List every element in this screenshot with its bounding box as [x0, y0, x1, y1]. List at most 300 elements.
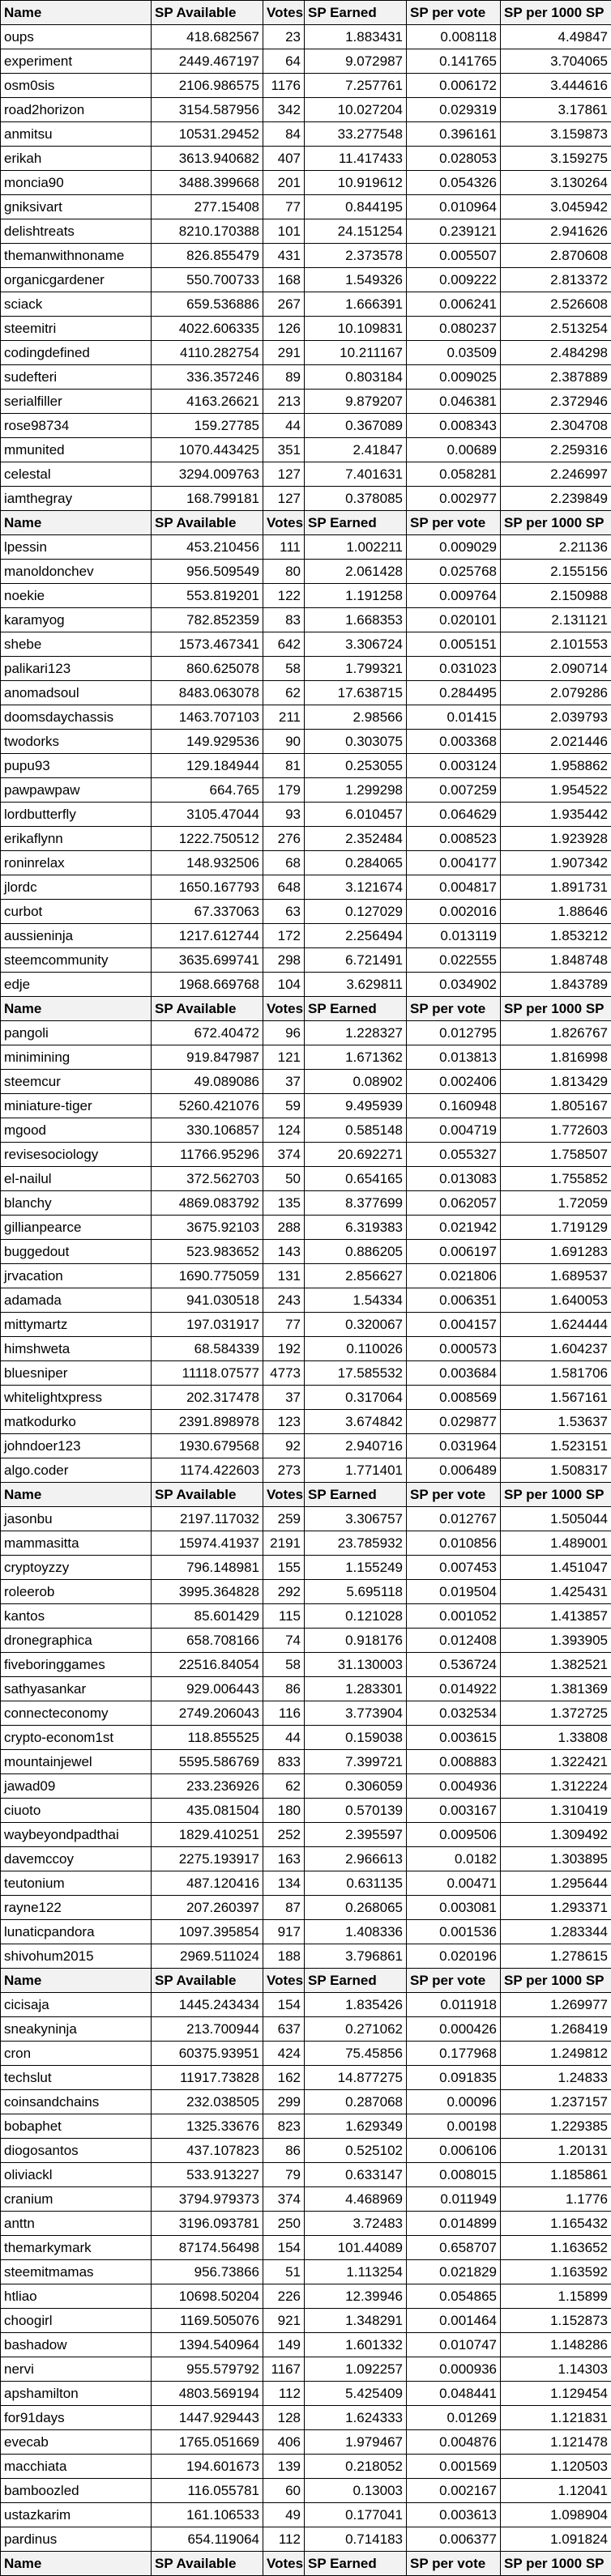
table-row	[1, 2212, 611, 2236]
table-row	[1, 171, 611, 195]
cell-sp-per-1000-sp: 1.505044	[501, 1507, 611, 1531]
table-row	[1, 1458, 611, 1483]
cell-sp-earned: 1.883431	[305, 25, 407, 49]
cell-sp-per-vote: 0.054326	[407, 171, 501, 195]
cell-sp-available: 3488.399668	[152, 171, 263, 195]
cell-votes: 86	[263, 1677, 305, 1701]
cell-sp-per-vote: 0.009025	[407, 365, 501, 390]
cell-sp-per-vote: 0.003615	[407, 1726, 501, 1750]
cell-sp-per-1000-sp: 2.484298	[501, 341, 611, 365]
cell-sp-per-vote: 0.080237	[407, 317, 501, 341]
table-row	[1, 2527, 611, 2552]
cell-name: evecab	[1, 2430, 152, 2455]
cell-sp-per-vote: 0.00471	[407, 1871, 501, 1896]
cell-sp-earned: 0.654165	[305, 1167, 407, 1191]
table-row	[1, 1143, 611, 1167]
table-row	[1, 1871, 611, 1896]
cell-name: cicisaja	[1, 1993, 152, 2017]
cell-sp-per-vote: 0.014922	[407, 1677, 501, 1701]
table-row	[1, 778, 611, 803]
cell-sp-available: 3196.093781	[152, 2212, 263, 2236]
table-row	[1, 74, 611, 98]
cell-sp-available: 85.601429	[152, 1604, 263, 1629]
cell-name: mammasitta	[1, 1531, 152, 1556]
table-row	[1, 1507, 611, 1531]
cell-name: organicgardener	[1, 268, 152, 292]
table-row	[1, 1216, 611, 1240]
cell-sp-per-1000-sp: 2.387889	[501, 365, 611, 390]
cell-name: anttn	[1, 2212, 152, 2236]
cell-sp-earned: 2.41847	[305, 438, 407, 462]
cell-sp-per-1000-sp: 1.249812	[501, 2042, 611, 2066]
cell-votes: 201	[263, 171, 305, 195]
cell-sp-available: 10698.50204	[152, 2284, 263, 2309]
cell-name: celestal	[1, 462, 152, 487]
cell-sp-earned: 1.629349	[305, 2114, 407, 2139]
cell-votes: 64	[263, 49, 305, 74]
cell-votes: 101	[263, 219, 305, 244]
cell-votes: 192	[263, 1337, 305, 1361]
table-row	[1, 1677, 611, 1701]
cell-sp-per-1000-sp: 1.33808	[501, 1726, 611, 1750]
cell-sp-earned: 1.299298	[305, 778, 407, 803]
table-row	[1, 2357, 611, 2382]
cell-sp-earned: 1.835426	[305, 1993, 407, 2017]
table-row	[1, 1337, 611, 1361]
cell-sp-earned: 1.671362	[305, 1045, 407, 1070]
cell-sp-per-1000-sp: 1.640053	[501, 1288, 611, 1313]
cell-votes: 342	[263, 98, 305, 122]
cell-sp-per-vote: 0.006489	[407, 1458, 501, 1483]
cell-sp-per-vote: 0.025768	[407, 560, 501, 584]
cell-sp-per-vote: 0.001536	[407, 1920, 501, 1944]
cell-sp-available: 4022.606335	[152, 317, 263, 341]
cell-sp-per-1000-sp: 1.283344	[501, 1920, 611, 1944]
cell-votes: 128	[263, 2406, 305, 2430]
cell-sp-per-1000-sp: 1.268419	[501, 2017, 611, 2042]
cell-votes: 154	[263, 1993, 305, 2017]
table-row	[1, 1118, 611, 1143]
header-row	[1, 997, 611, 1021]
cell-sp-available: 213.700944	[152, 2017, 263, 2042]
cell-name: themanwithnoname	[1, 244, 152, 268]
cell-sp-per-vote: 0.020101	[407, 608, 501, 632]
cell-sp-available: 149.929536	[152, 730, 263, 754]
cell-sp-per-vote: 0.396161	[407, 122, 501, 147]
cell-name: revisesociology	[1, 1143, 152, 1167]
cell-votes: 172	[263, 924, 305, 948]
cell-votes: 288	[263, 1216, 305, 1240]
cell-sp-per-1000-sp: 1.843789	[501, 973, 611, 997]
cell-sp-per-vote: 0.160948	[407, 1094, 501, 1118]
table-row	[1, 1240, 611, 1264]
cell-sp-per-1000-sp: 1.719129	[501, 1216, 611, 1240]
cell-sp-earned: 0.803184	[305, 365, 407, 390]
cell-sp-earned: 0.121028	[305, 1604, 407, 1629]
cell-sp-per-vote: 0.021806	[407, 1264, 501, 1288]
header-row	[1, 1969, 611, 1993]
table-row	[1, 1386, 611, 1410]
cell-sp-available: 782.852359	[152, 608, 263, 632]
table-row	[1, 195, 611, 219]
cell-sp-available: 435.081504	[152, 1799, 263, 1823]
cell-sp-per-vote: 0.03509	[407, 341, 501, 365]
cell-sp-per-vote: 0.009222	[407, 268, 501, 292]
cell-sp-per-vote: 0.008118	[407, 25, 501, 49]
cell-sp-earned: 3.773904	[305, 1701, 407, 1726]
cell-sp-available: 11766.95296	[152, 1143, 263, 1167]
cell-sp-per-1000-sp: 2.513254	[501, 317, 611, 341]
cell-sp-earned: 0.317064	[305, 1386, 407, 1410]
header-sp-available: SP Available	[152, 511, 263, 535]
cell-votes: 188	[263, 1944, 305, 1969]
cell-sp-earned: 5.695118	[305, 1580, 407, 1604]
cell-votes: 250	[263, 2212, 305, 2236]
cell-sp-earned: 1.408336	[305, 1920, 407, 1944]
cell-sp-per-1000-sp: 1.935442	[501, 803, 611, 827]
cell-sp-per-1000-sp: 1.755852	[501, 1167, 611, 1191]
header-name: Name	[1, 511, 152, 535]
table-row	[1, 875, 611, 900]
cell-votes: 112	[263, 2382, 305, 2406]
cell-sp-earned: 3.629811	[305, 973, 407, 997]
cell-sp-available: 60375.93951	[152, 2042, 263, 2066]
cell-name: steemitri	[1, 317, 152, 341]
cell-sp-available: 418.682567	[152, 25, 263, 49]
cell-sp-per-vote: 0.006351	[407, 1288, 501, 1313]
table-row	[1, 1944, 611, 1969]
cell-sp-per-vote: 0.034902	[407, 973, 501, 997]
cell-sp-earned: 0.08902	[305, 1070, 407, 1094]
cell-sp-earned: 2.940716	[305, 1434, 407, 1458]
table-row	[1, 1410, 611, 1434]
cell-sp-available: 232.038505	[152, 2090, 263, 2114]
cell-sp-available: 8483.063078	[152, 681, 263, 705]
cell-sp-available: 197.031917	[152, 1313, 263, 1337]
cell-sp-available: 11118.07577	[152, 1361, 263, 1386]
cell-name: shebe	[1, 632, 152, 657]
cell-name: for91days	[1, 2406, 152, 2430]
cell-votes: 37	[263, 1386, 305, 1410]
cell-sp-per-vote: 0.00096	[407, 2090, 501, 2114]
cell-votes: 406	[263, 2430, 305, 2455]
table-row	[1, 2187, 611, 2212]
cell-sp-per-vote: 0.008343	[407, 414, 501, 438]
header-name: Name	[1, 1483, 152, 1507]
cell-sp-per-vote: 0.028053	[407, 147, 501, 171]
cell-sp-per-vote: 0.002016	[407, 900, 501, 924]
header-sp-per-vote: SP per vote	[407, 1, 501, 25]
cell-sp-earned: 4.468969	[305, 2187, 407, 2212]
cell-sp-per-vote: 0.000426	[407, 2017, 501, 2042]
cell-name: iamthegray	[1, 487, 152, 511]
cell-sp-available: 11917.73828	[152, 2066, 263, 2090]
cell-sp-per-vote: 0.004817	[407, 875, 501, 900]
cell-sp-available: 161.106533	[152, 2503, 263, 2527]
header-sp-available: SP Available	[152, 1, 263, 25]
cell-sp-available: 3154.587956	[152, 98, 263, 122]
cell-votes: 407	[263, 147, 305, 171]
table-row	[1, 49, 611, 74]
table-row	[1, 657, 611, 681]
cell-votes: 86	[263, 2139, 305, 2163]
cell-votes: 62	[263, 1774, 305, 1799]
cell-sp-earned: 0.378085	[305, 487, 407, 511]
table-row	[1, 2455, 611, 2479]
table-row	[1, 1653, 611, 1677]
cell-sp-earned: 0.271062	[305, 2017, 407, 2042]
cell-sp-available: 1445.243434	[152, 1993, 263, 2017]
cell-sp-earned: 6.010457	[305, 803, 407, 827]
cell-sp-available: 533.913227	[152, 2163, 263, 2187]
cell-name: cranium	[1, 2187, 152, 2212]
cell-votes: 121	[263, 1045, 305, 1070]
cell-sp-per-1000-sp: 1.848748	[501, 948, 611, 973]
cell-sp-earned: 31.130003	[305, 1653, 407, 1677]
cell-sp-per-1000-sp: 2.079286	[501, 681, 611, 705]
table-row	[1, 1993, 611, 2017]
cell-sp-per-1000-sp: 2.039793	[501, 705, 611, 730]
header-name: Name	[1, 1969, 152, 1993]
table-row	[1, 2090, 611, 2114]
cell-sp-available: 3613.940682	[152, 147, 263, 171]
cell-name: sneakyninja	[1, 2017, 152, 2042]
cell-name: miniature-tiger	[1, 1094, 152, 1118]
cell-name: diogosantos	[1, 2139, 152, 2163]
cell-sp-per-vote: 0.021942	[407, 1216, 501, 1240]
header-votes: Votes	[263, 1483, 305, 1507]
cell-sp-earned: 2.98566	[305, 705, 407, 730]
cell-sp-per-vote: 0.001052	[407, 1604, 501, 1629]
cell-sp-earned: 0.525102	[305, 2139, 407, 2163]
table-row	[1, 2430, 611, 2455]
cell-sp-per-vote: 0.019504	[407, 1580, 501, 1604]
cell-sp-available: 2749.206043	[152, 1701, 263, 1726]
cell-sp-per-1000-sp: 1.72059	[501, 1191, 611, 1216]
cell-sp-per-1000-sp: 1.269977	[501, 1993, 611, 2017]
header-sp-per-vote: SP per vote	[407, 2552, 501, 2576]
cell-sp-available: 1573.467341	[152, 632, 263, 657]
cell-name: dronegraphica	[1, 1629, 152, 1653]
cell-sp-per-vote: 0.012795	[407, 1021, 501, 1045]
cell-votes: 291	[263, 341, 305, 365]
cell-sp-available: 1174.422603	[152, 1458, 263, 1483]
cell-sp-per-vote: 0.013119	[407, 924, 501, 948]
cell-votes: 79	[263, 2163, 305, 2187]
cell-votes: 37	[263, 1070, 305, 1094]
cell-votes: 63	[263, 900, 305, 924]
cell-sp-earned: 7.257761	[305, 74, 407, 98]
cell-sp-available: 68.584339	[152, 1337, 263, 1361]
cell-sp-available: 4163.26621	[152, 390, 263, 414]
cell-sp-per-1000-sp: 1.954522	[501, 778, 611, 803]
cell-name: rayne122	[1, 1896, 152, 1920]
cell-name: jasonbu	[1, 1507, 152, 1531]
table-row	[1, 608, 611, 632]
cell-name: ustazkarim	[1, 2503, 152, 2527]
cell-name: adamada	[1, 1288, 152, 1313]
cell-sp-per-vote: 0.010964	[407, 195, 501, 219]
cell-sp-per-1000-sp: 1.581706	[501, 1361, 611, 1386]
table-row	[1, 292, 611, 317]
cell-sp-earned: 2.352484	[305, 827, 407, 851]
cell-sp-available: 1968.669768	[152, 973, 263, 997]
cell-votes: 226	[263, 2284, 305, 2309]
cell-sp-per-1000-sp: 4.49847	[501, 25, 611, 49]
cell-name: mittymartz	[1, 1313, 152, 1337]
cell-sp-per-1000-sp: 1.098904	[501, 2503, 611, 2527]
cell-sp-per-vote: 0.006172	[407, 74, 501, 98]
cell-sp-available: 941.030518	[152, 1288, 263, 1313]
cell-sp-per-vote: 0.007259	[407, 778, 501, 803]
cell-name: jlordc	[1, 875, 152, 900]
cell-name: steemcommunity	[1, 948, 152, 973]
cell-sp-available: 553.819201	[152, 584, 263, 608]
cell-sp-earned: 17.638715	[305, 681, 407, 705]
table-row	[1, 924, 611, 948]
cell-sp-available: 159.27785	[152, 414, 263, 438]
table-row	[1, 2309, 611, 2333]
header-votes: Votes	[263, 1969, 305, 1993]
cell-sp-earned: 8.377699	[305, 1191, 407, 1216]
cell-name: oups	[1, 25, 152, 49]
table-row	[1, 1313, 611, 1337]
cell-name: experiment	[1, 49, 152, 74]
sp-table-body	[1, 1, 611, 2576]
table-row	[1, 462, 611, 487]
cell-sp-per-1000-sp: 1.1776	[501, 2187, 611, 2212]
cell-sp-per-1000-sp: 1.425431	[501, 1580, 611, 1604]
cell-sp-per-vote: 0.003613	[407, 2503, 501, 2527]
cell-sp-per-1000-sp: 1.303895	[501, 1847, 611, 1871]
cell-votes: 1176	[263, 74, 305, 98]
cell-sp-per-vote: 0.031023	[407, 657, 501, 681]
cell-sp-per-vote: 0.012408	[407, 1629, 501, 1653]
cell-sp-available: 1070.443425	[152, 438, 263, 462]
table-row	[1, 98, 611, 122]
cell-sp-per-1000-sp: 1.624444	[501, 1313, 611, 1337]
cell-name: cron	[1, 2042, 152, 2066]
header-sp-per-1000-sp: SP per 1000 SP	[501, 1969, 611, 1993]
table-row	[1, 25, 611, 49]
table-row	[1, 1167, 611, 1191]
cell-sp-per-vote: 0.008883	[407, 1750, 501, 1774]
cell-sp-per-1000-sp: 1.237157	[501, 2090, 611, 2114]
cell-votes: 127	[263, 487, 305, 511]
header-votes: Votes	[263, 511, 305, 535]
cell-sp-per-1000-sp: 1.185861	[501, 2163, 611, 2187]
cell-sp-earned: 0.320067	[305, 1313, 407, 1337]
cell-votes: 917	[263, 1920, 305, 1944]
cell-sp-earned: 9.072987	[305, 49, 407, 74]
cell-name: gillianpearce	[1, 1216, 152, 1240]
cell-sp-available: 202.317478	[152, 1386, 263, 1410]
cell-name: twodorks	[1, 730, 152, 754]
table-row	[1, 2503, 611, 2527]
cell-sp-per-1000-sp: 2.155156	[501, 560, 611, 584]
cell-sp-earned: 0.633147	[305, 2163, 407, 2187]
cell-sp-per-vote: 0.003167	[407, 1799, 501, 1823]
table-row	[1, 341, 611, 365]
cell-votes: 131	[263, 1264, 305, 1288]
cell-sp-earned: 1.113254	[305, 2260, 407, 2284]
cell-sp-per-vote: 0.239121	[407, 219, 501, 244]
cell-sp-per-vote: 0.658707	[407, 2236, 501, 2260]
header-row	[1, 1, 611, 25]
cell-sp-per-1000-sp: 1.372725	[501, 1701, 611, 1726]
cell-votes: 292	[263, 1580, 305, 1604]
cell-name: kantos	[1, 1604, 152, 1629]
cell-sp-earned: 2.061428	[305, 560, 407, 584]
cell-votes: 135	[263, 1191, 305, 1216]
header-sp-available: SP Available	[152, 997, 263, 1021]
cell-name: pangoli	[1, 1021, 152, 1045]
cell-name: htliao	[1, 2284, 152, 2309]
table-row	[1, 2163, 611, 2187]
header-votes: Votes	[263, 2552, 305, 2576]
cell-sp-per-1000-sp: 1.322421	[501, 1750, 611, 1774]
cell-votes: 162	[263, 2066, 305, 2090]
cell-sp-per-vote: 0.005151	[407, 632, 501, 657]
cell-votes: 431	[263, 244, 305, 268]
cell-sp-per-vote: 0.006106	[407, 2139, 501, 2163]
cell-sp-per-1000-sp: 2.813372	[501, 268, 611, 292]
cell-name: matkodurko	[1, 1410, 152, 1434]
table-row	[1, 2066, 611, 2090]
cell-votes: 49	[263, 2503, 305, 2527]
cell-sp-per-vote: 0.055327	[407, 1143, 501, 1167]
cell-sp-per-vote: 0.008569	[407, 1386, 501, 1410]
cell-votes: 374	[263, 2187, 305, 2212]
cell-votes: 58	[263, 657, 305, 681]
cell-sp-available: 49.089086	[152, 1070, 263, 1094]
cell-sp-available: 1394.540964	[152, 2333, 263, 2357]
cell-sp-per-1000-sp: 1.813429	[501, 1070, 611, 1094]
cell-sp-per-vote: 0.000936	[407, 2357, 501, 2382]
cell-votes: 424	[263, 2042, 305, 2066]
cell-sp-per-1000-sp: 3.17861	[501, 98, 611, 122]
cell-sp-earned: 101.44089	[305, 2236, 407, 2260]
table-row	[1, 268, 611, 292]
cell-sp-per-vote: 0.013083	[407, 1167, 501, 1191]
cell-sp-earned: 2.856627	[305, 1264, 407, 1288]
cell-votes: 642	[263, 632, 305, 657]
cell-votes: 77	[263, 195, 305, 219]
cell-sp-per-1000-sp: 1.163592	[501, 2260, 611, 2284]
cell-sp-per-1000-sp: 2.304708	[501, 414, 611, 438]
cell-name: nervi	[1, 2357, 152, 2382]
cell-sp-per-1000-sp: 1.229385	[501, 2114, 611, 2139]
cell-name: jawad09	[1, 1774, 152, 1799]
table-row	[1, 1629, 611, 1653]
table-row	[1, 1264, 611, 1288]
cell-sp-per-vote: 0.009029	[407, 535, 501, 560]
cell-sp-per-vote: 0.006377	[407, 2527, 501, 2552]
cell-name: manoldonchev	[1, 560, 152, 584]
cell-name: karamyog	[1, 608, 152, 632]
cell-sp-per-vote: 0.054865	[407, 2284, 501, 2309]
header-sp-earned: SP Earned	[305, 1, 407, 25]
cell-votes: 93	[263, 803, 305, 827]
cell-sp-per-1000-sp: 1.689537	[501, 1264, 611, 1288]
cell-sp-per-1000-sp: 1.923928	[501, 827, 611, 851]
cell-sp-available: 956.73866	[152, 2260, 263, 2284]
table-row	[1, 1774, 611, 1799]
cell-name: steemcur	[1, 1070, 152, 1094]
cell-sp-per-vote: 0.004876	[407, 2430, 501, 2455]
cell-sp-per-vote: 0.009506	[407, 1823, 501, 1847]
cell-sp-per-vote: 0.003124	[407, 754, 501, 778]
